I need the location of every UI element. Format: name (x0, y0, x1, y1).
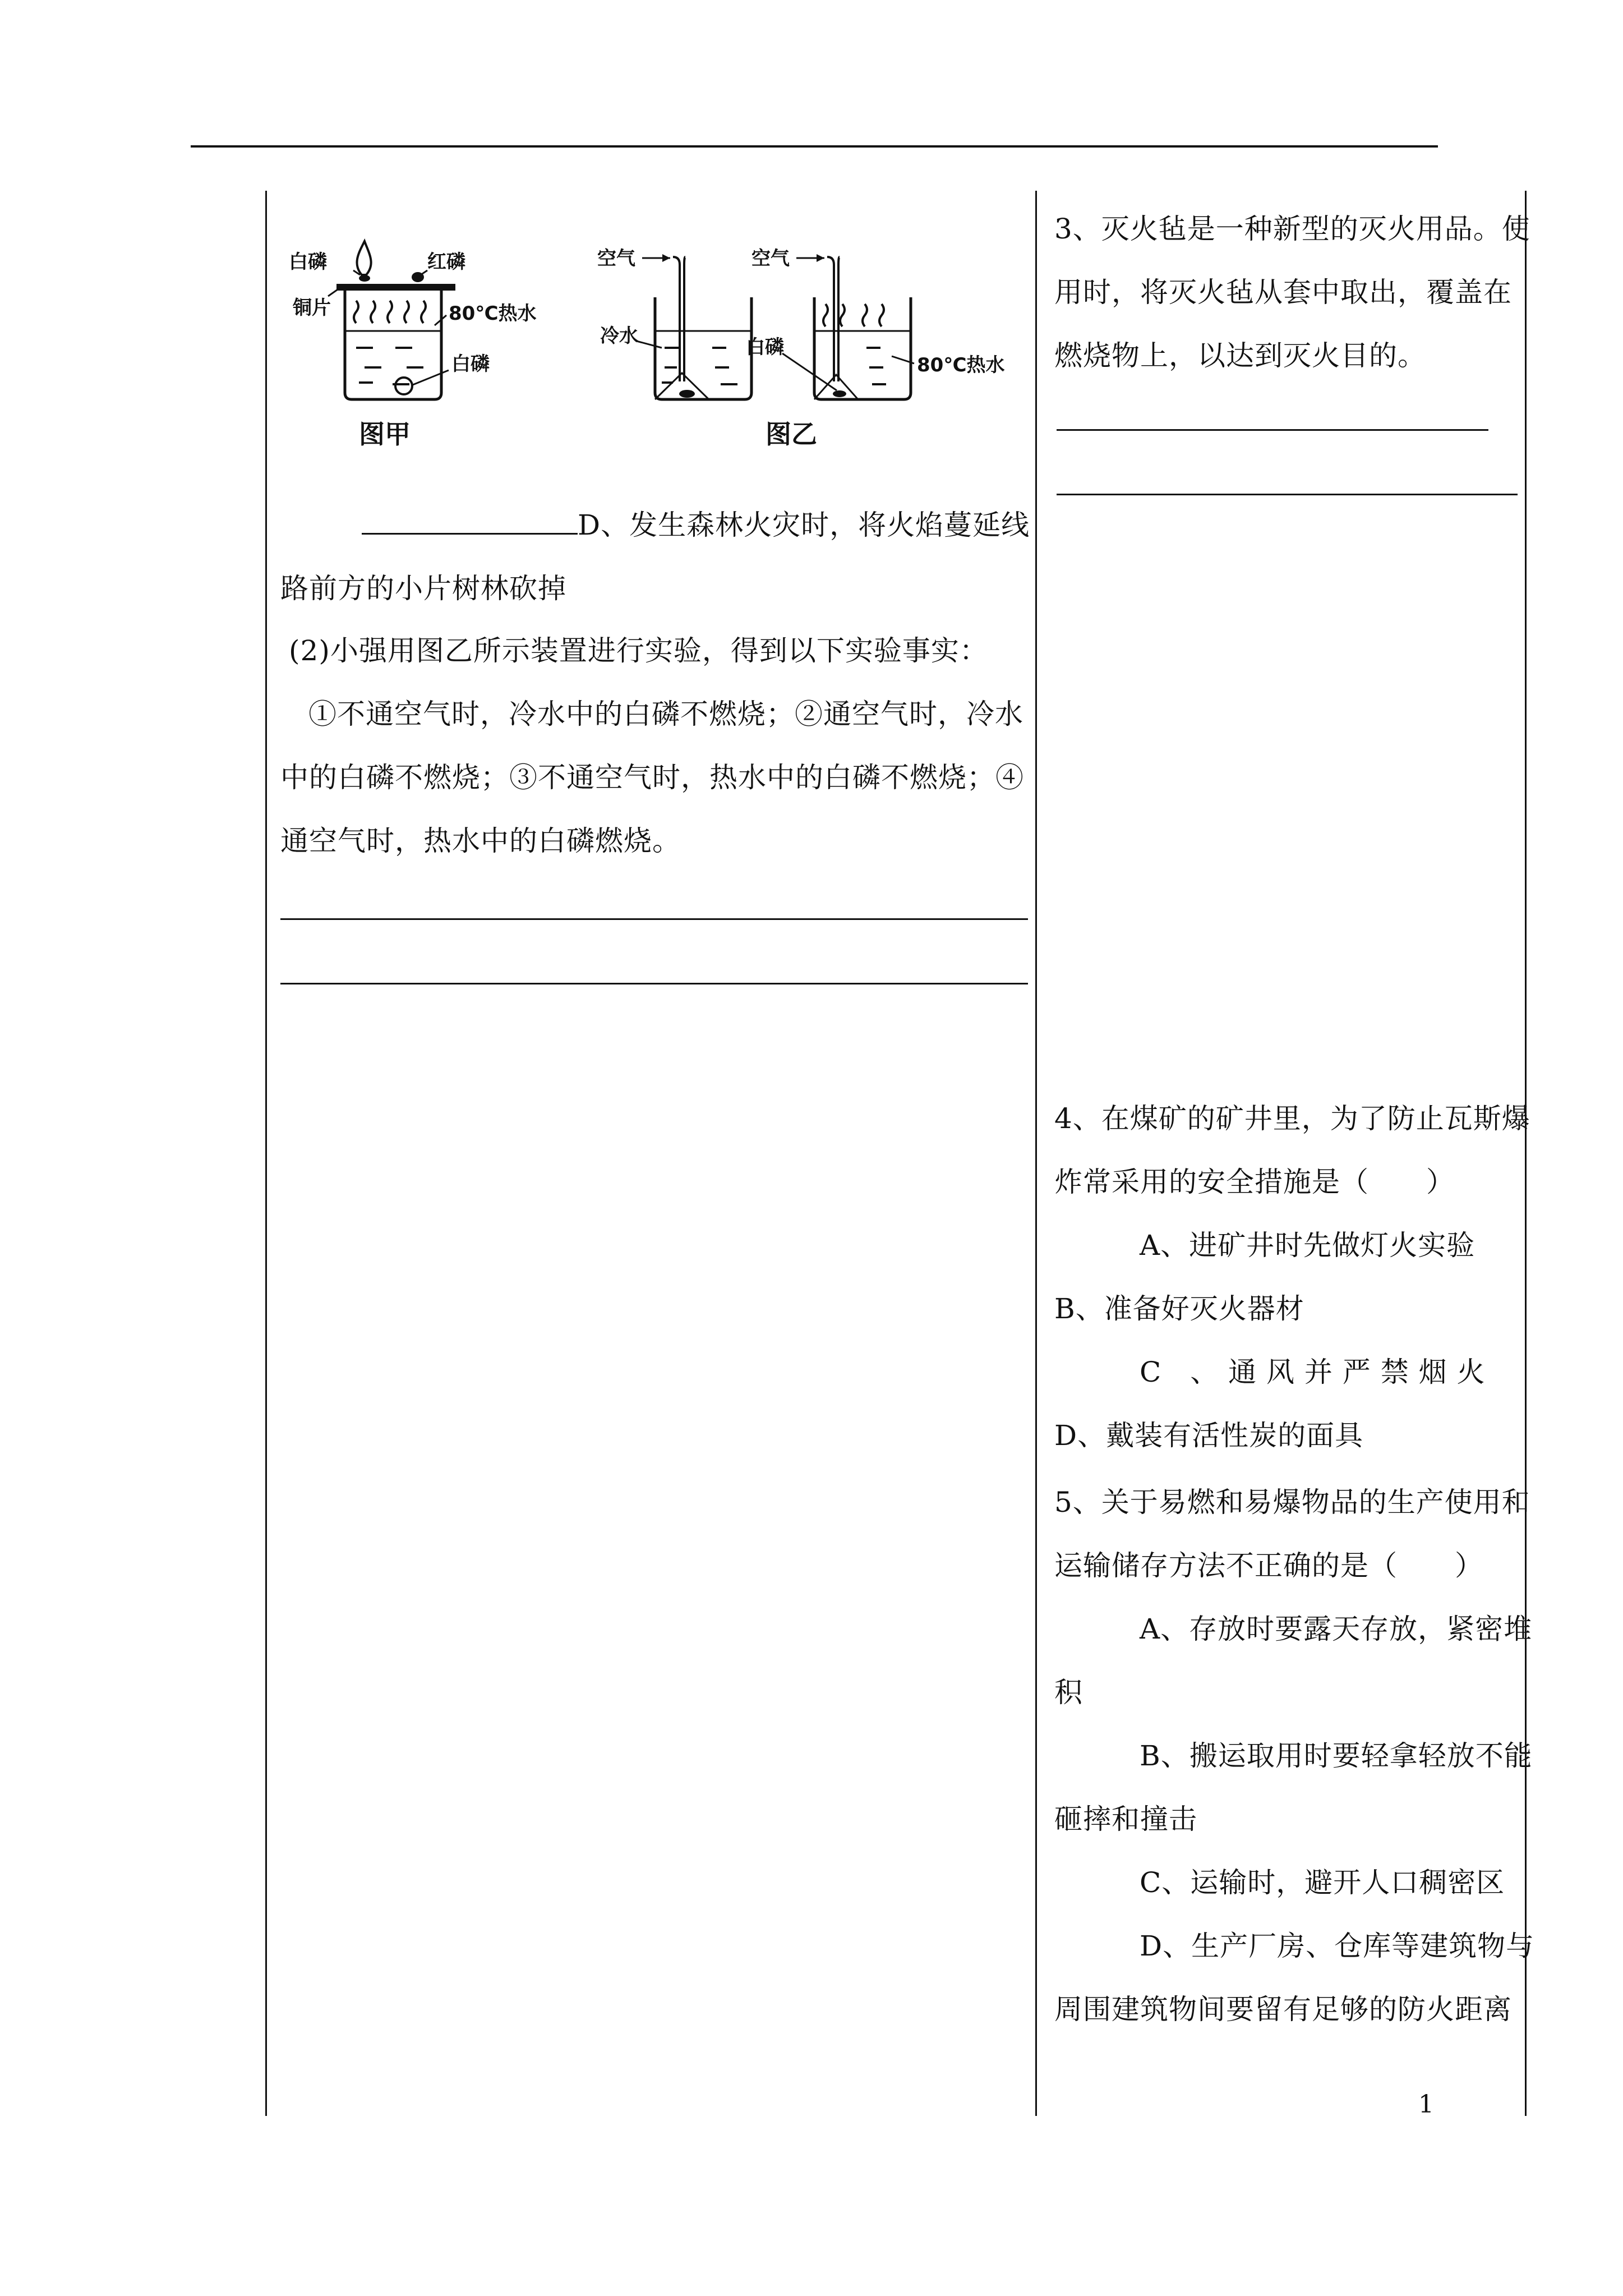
q5-option-b-line-2: 砸摔和撞击 (1054, 1803, 1197, 1835)
answer-line-right-2[interactable] (1057, 494, 1518, 495)
left-border (265, 191, 267, 2116)
question-3 (1054, 197, 1530, 388)
answer-line-left-2[interactable] (280, 983, 1028, 984)
page-number: 1 (1418, 2090, 1434, 2119)
label-air-right: 空气 (751, 247, 790, 270)
question-5 (1054, 1471, 1535, 2041)
q5-option-d-line-2: 周围建筑物间要留有足够的防火距离 (1054, 1993, 1512, 2026)
answer-line-left-1[interactable] (280, 918, 1028, 920)
q4-stem-line-1: 4、在煤矿的矿井里，为了防止瓦斯爆 (1054, 1102, 1530, 1135)
q3-line-3: 燃烧物上，以达到灭火目的。 (1054, 339, 1426, 372)
column-divider (1035, 191, 1037, 2116)
answer-line-right-1[interactable] (1057, 429, 1488, 431)
q3-line-1: 3、灭火毡是一种新型的灭火用品。使 (1054, 213, 1530, 245)
q5-stem-line-2: 运输储存方法不正确的是（ ） (1054, 1549, 1483, 1582)
flame-icon (357, 241, 371, 275)
figure-yi-caption: 图乙 (766, 419, 817, 449)
label-white-phosphorus-bottom: 白磷 (451, 353, 490, 375)
answer-blank-d[interactable] (362, 504, 578, 535)
figure-yi (586, 230, 1035, 466)
q5-option-a-line-2: 积 (1054, 1676, 1083, 1709)
question-4 (1054, 1087, 1530, 1467)
question-d-line1: D、发生森林火灾时，将火焰蔓延线 (578, 509, 1030, 541)
q5-stem-line-1: 5、关于易燃和易爆物品的生产使用和 (1054, 1486, 1530, 1519)
label-white-phosphorus-yi: 白磷 (746, 336, 784, 358)
facts-line-3: 通空气时，热水中的白磷燃烧。 (280, 825, 681, 857)
figure-jia (280, 230, 561, 466)
right-border (1525, 191, 1527, 2116)
question-2-intro: (2)小强用图乙所示装置进行实验，得到以下实验事实： (289, 634, 988, 667)
label-cold-water: 冷水 (600, 325, 638, 347)
q4-option-b: B、准备好灭火器材 (1054, 1292, 1304, 1325)
figure-jia-caption: 图甲 (359, 419, 411, 449)
q4-option-c: C 、 通 风 并 严 禁 烟 火 (1140, 1356, 1486, 1388)
q5-option-d-line-1: D、生产厂房、仓库等建筑物与 (1140, 1930, 1535, 1962)
q4-option-d: D、戴装有活性炭的面具 (1054, 1419, 1364, 1452)
label-hot-water-yi: 80℃热水 (917, 354, 1005, 376)
header-rule (191, 145, 1438, 148)
q5-option-b-line-1: B、搬运取用时要轻拿轻放不能 (1140, 1740, 1533, 1772)
q5-option-c: C、运输时，避开人口稠密区 (1140, 1866, 1505, 1899)
experiment-facts (280, 683, 1032, 873)
question-d (280, 494, 1032, 620)
q4-stem-line-2: 炸常采用的安全措施是（ ） (1054, 1166, 1455, 1198)
facts-line-1: ①不通空气时，冷水中的白磷不燃烧；②通空气时，冷水 (308, 698, 1023, 730)
label-red-phosphorus: 红磷 (427, 251, 465, 273)
question-d-line2: 路前方的小片树林砍掉 (280, 572, 566, 605)
q5-option-a-line-1: A、存放时要露天存放，紧密堆 (1140, 1613, 1533, 1645)
facts-line-2: 中的白磷不燃烧；③不通空气时，热水中的白磷不燃烧；④ (280, 761, 1024, 794)
q3-line-2: 用时，将灭火毡从套中取出，覆盖在 (1054, 276, 1512, 309)
q4-option-a: A、进矿井时先做灯火实验 (1140, 1229, 1476, 1262)
label-copper-sheet: 铜片 (293, 297, 331, 319)
label-air-left: 空气 (597, 247, 635, 270)
label-hot-water-jia: 80℃热水 (449, 302, 537, 325)
label-white-phosphorus-top: 白磷 (289, 251, 327, 273)
